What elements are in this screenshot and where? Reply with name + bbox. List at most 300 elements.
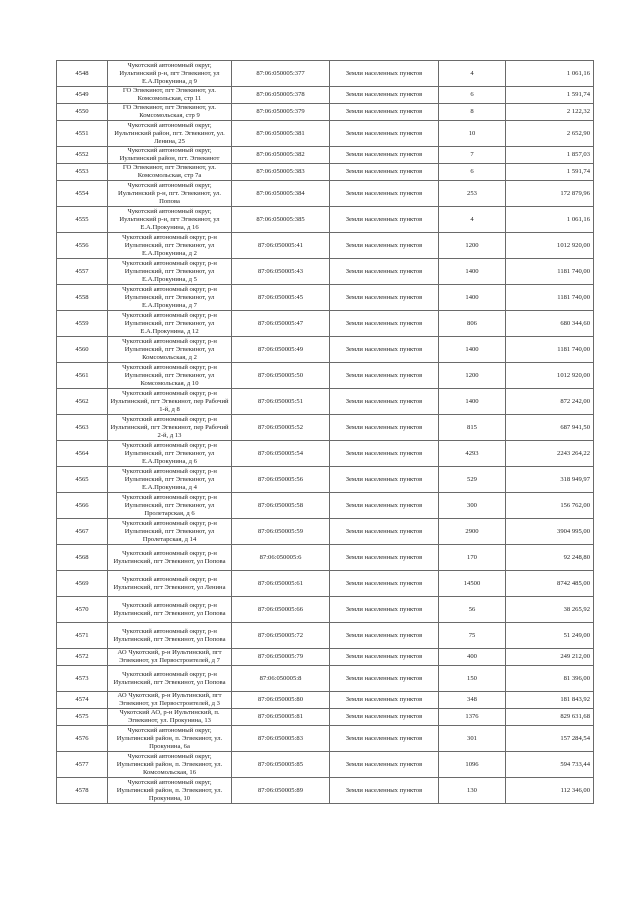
table-row	[57, 752, 594, 778]
row-number-text: 4576	[75, 734, 89, 742]
land-category-text: Земли населенных пунктов	[345, 553, 423, 561]
cadastral-cost	[506, 752, 594, 778]
cadastral-number-text: 87:06:050005:382	[256, 151, 305, 158]
land-category-text: Земли населенных пунктов	[345, 319, 423, 327]
table-row	[57, 61, 594, 87]
row-number	[57, 87, 108, 104]
address-cell	[108, 147, 232, 164]
address-cell	[108, 519, 232, 545]
cadastral-cost	[506, 311, 594, 337]
cadastral-cost-text: 1012 920,00	[557, 371, 590, 379]
address-cell-text: Чукотский автономный округ, р-н Иультинский, пгт Эгвекинот, ул Пролетарская, д 6	[122, 493, 217, 517]
table-row	[57, 467, 594, 493]
address-cell-text: Чукотский автономный округ, р-н Иультинский, пгт Эгвекинот, ул Попова	[113, 670, 226, 686]
row-number-text: 4558	[75, 293, 89, 301]
cadastral-cost-text: 1 591,74	[566, 91, 590, 98]
address-cell	[108, 337, 232, 363]
cadastral-cost	[506, 666, 594, 692]
table-row	[57, 87, 594, 104]
address-cell-text: Чукотский автономный округ, р-н Иультинский, пгт Эгвекинот, ул Ленина	[113, 575, 226, 591]
address-cell-text: Чукотский автономный округ, р-н Иультинский, пгт Эгвекинот, ул Попова	[113, 601, 226, 617]
table-body	[57, 61, 594, 804]
land-category-text: Земли населенных пунктов	[345, 631, 423, 639]
cadastral-number-text: 87:06:050005:385	[256, 215, 305, 223]
area-cell-text: 6	[470, 91, 474, 98]
address-cell	[108, 649, 232, 666]
address-cell-text: Чукотский автономный округ, р-н Иультинский, пгт Эгвекинот, ул Попова	[113, 549, 226, 565]
address-cell-text: ГО Эгвекинот, пгт Эгвекинот, ул. Комсомольская, стр 11	[122, 87, 217, 102]
row-number	[57, 311, 108, 337]
cadastral-cost	[506, 259, 594, 285]
cadastral-number	[232, 164, 330, 181]
area-cell	[439, 164, 506, 181]
cadastral-number-text: 87:06:050005:79	[257, 653, 304, 660]
table-row	[57, 726, 594, 752]
land-category-text: Земли населенных пунктов	[345, 713, 423, 720]
cadastral-number-text: 87:06:050005:383	[256, 168, 305, 175]
area-cell-text: 1400	[465, 267, 479, 275]
land-category-text: Земли населенных пунктов	[345, 501, 423, 509]
row-number-text: 4549	[75, 91, 89, 98]
row-number-text: 4565	[75, 475, 89, 483]
table-row	[57, 597, 594, 623]
address-cell	[108, 164, 232, 181]
row-number-text: 4578	[75, 786, 89, 794]
cadastral-number	[232, 259, 330, 285]
cadastral-cost-text: 872 242,00	[560, 397, 590, 405]
address-cell	[108, 363, 232, 389]
area-cell-text: 8	[470, 108, 474, 115]
address-cell-text: АО Чукотский, р-н Иультинский, пгт Эгвекинот, ул Первостроителей, д 7	[117, 649, 222, 664]
area-cell	[439, 181, 506, 207]
cadastral-number	[232, 441, 330, 467]
land-category-text: Земли населенных пунктов	[345, 151, 423, 158]
cadastral-cost-text: 249 212,00	[560, 653, 590, 660]
area-cell	[439, 259, 506, 285]
address-cell-text: ГО Эгвекинот, пгт Эгвекинот, ул. Комсомольская, стр 9	[122, 104, 217, 119]
table-row	[57, 441, 594, 467]
table-row	[57, 363, 594, 389]
cadastral-number	[232, 709, 330, 726]
area-cell	[439, 597, 506, 623]
cadastral-number-text: 87:06:050005:58	[257, 501, 304, 509]
land-category	[330, 164, 439, 181]
cadastral-number-text: 87:06:050005:6	[259, 553, 302, 561]
area-cell-text: 14500	[463, 579, 481, 587]
cadastral-cost	[506, 726, 594, 752]
cadastral-cost	[506, 121, 594, 147]
cadastral-cost	[506, 571, 594, 597]
row-number-text: 4566	[75, 501, 89, 509]
area-cell-text: 1200	[465, 241, 479, 249]
row-number	[57, 467, 108, 493]
cadastral-number-text: 87:06:050005:89	[257, 786, 304, 794]
land-category-text: Земли населенных пунктов	[345, 371, 423, 379]
cadastral-number-text: 87:06:050005:81	[257, 713, 304, 720]
area-cell-text: 56	[468, 605, 476, 613]
address-cell	[108, 259, 232, 285]
cadastral-cost-text: 680 344,60	[560, 319, 590, 327]
land-category	[330, 311, 439, 337]
cadastral-number	[232, 207, 330, 233]
land-category	[330, 389, 439, 415]
cadastral-number	[232, 233, 330, 259]
cadastral-number-text: 87:06:050005:384	[256, 189, 305, 197]
area-cell	[439, 493, 506, 519]
table-row	[57, 692, 594, 709]
row-number	[57, 571, 108, 597]
land-category	[330, 623, 439, 649]
address-cell-text: Чукотский автономный округ, Иультинский район, п. Эгвекинот, ул. Прокунина, 6а	[116, 726, 223, 750]
row-number-text: 4551	[75, 129, 89, 137]
area-cell	[439, 467, 506, 493]
area-cell-text: 4293	[465, 449, 479, 457]
area-cell	[439, 285, 506, 311]
row-number-text: 4564	[75, 449, 89, 457]
row-number	[57, 389, 108, 415]
address-cell-text: Чукотский автономный округ, р-н Иультинский, пгт Эгвекинот, ул Пролетарская, д 14	[122, 519, 217, 543]
table-row	[57, 259, 594, 285]
cadastral-number-text: 87:06:050005:378	[256, 91, 305, 98]
cadastral-cost-text: 181 843,92	[560, 696, 590, 703]
land-category	[330, 104, 439, 121]
cadastral-number	[232, 692, 330, 709]
area-cell-text: 301	[467, 734, 477, 742]
land-category	[330, 519, 439, 545]
cadastral-number	[232, 104, 330, 121]
cadastral-cost	[506, 233, 594, 259]
address-cell	[108, 623, 232, 649]
land-category	[330, 285, 439, 311]
cadastral-number	[232, 467, 330, 493]
cadastral-number	[232, 571, 330, 597]
address-cell	[108, 571, 232, 597]
address-cell-text: Чукотский автономный округ, р-н Иультинский, пгт Эгвекинот, ул Е.А.Прокунина, д 4	[122, 467, 217, 491]
cadastral-cost-text: 157 284,54	[560, 734, 590, 742]
area-cell-text: 806	[467, 319, 477, 327]
table-row	[57, 519, 594, 545]
cadastral-cost	[506, 441, 594, 467]
row-number-text: 4567	[75, 527, 89, 535]
cadastral-cost	[506, 389, 594, 415]
cadastral-cost-text: 1181 740,00	[557, 345, 590, 353]
area-cell	[439, 61, 506, 87]
land-category-text: Земли населенных пунктов	[345, 760, 423, 768]
row-number	[57, 519, 108, 545]
row-number-text: 4569	[75, 579, 89, 587]
address-cell-text: Чукотский автономный округ, Иультинский р-н, пгт. Эгвекинот, ул. Попова	[118, 181, 221, 205]
address-cell-text: Чукотский автономный округ, р-н Иультинский, пгт Эгвекинот, ул Е.А.Прокунина, д 7	[122, 285, 217, 309]
row-number	[57, 259, 108, 285]
cadastral-number-text: 87:06:050005:59	[257, 527, 304, 535]
row-number	[57, 666, 108, 692]
cadastral-number	[232, 752, 330, 778]
row-number	[57, 623, 108, 649]
cadastral-cost	[506, 181, 594, 207]
row-number-text: 4573	[75, 674, 89, 682]
row-number-text: 4555	[75, 215, 89, 223]
address-cell	[108, 467, 232, 493]
address-cell	[108, 441, 232, 467]
area-cell-text: 400	[467, 653, 477, 660]
area-cell	[439, 519, 506, 545]
cadastral-number	[232, 61, 330, 87]
land-category-text: Земли населенных пунктов	[345, 241, 423, 249]
cadastral-cost-text: 829 631,68	[560, 713, 590, 720]
address-cell	[108, 415, 232, 441]
address-cell	[108, 181, 232, 207]
area-cell	[439, 147, 506, 164]
cadastral-cost	[506, 709, 594, 726]
cadastral-cost-text: 3904 995,00	[557, 527, 590, 535]
land-category-text: Земли населенных пунктов	[345, 267, 423, 275]
cadastral-number	[232, 285, 330, 311]
table-row	[57, 389, 594, 415]
land-category	[330, 726, 439, 752]
cadastral-cost-text: 594 733,44	[560, 760, 590, 768]
cadastral-cost-text: 92 248,80	[563, 553, 590, 561]
address-cell-text: Чукотский автономный округ, Иультинский район, пгт. Эгвекинот	[119, 147, 220, 162]
area-cell	[439, 649, 506, 666]
cadastral-number-text: 87:06:050005:50	[257, 371, 304, 379]
land-category	[330, 666, 439, 692]
area-cell	[439, 363, 506, 389]
area-cell	[439, 709, 506, 726]
cadastral-number	[232, 363, 330, 389]
cadastral-number	[232, 778, 330, 804]
row-number	[57, 597, 108, 623]
land-category-text: Земли населенных пунктов	[345, 69, 423, 77]
row-number	[57, 337, 108, 363]
cadastral-number	[232, 389, 330, 415]
cadastral-number	[232, 519, 330, 545]
address-cell-text: АО Чукотский, р-н Иультинский, пгт Эгвекинот, ул Первостроителей, д 3	[117, 692, 222, 707]
cadastral-number-text: 87:06:050005:61	[257, 579, 304, 587]
table-row	[57, 623, 594, 649]
cadastral-cost	[506, 623, 594, 649]
cadastral-number-text: 87:06:050005:45	[257, 293, 304, 301]
area-cell-text: 1400	[465, 397, 479, 405]
cadastral-cost-text: 1 857,03	[566, 151, 590, 158]
area-cell-text: 7	[470, 151, 474, 158]
area-cell-text: 4	[470, 215, 474, 223]
area-cell-text: 1200	[465, 371, 479, 379]
cadastral-number	[232, 493, 330, 519]
cadastral-cost-text: 2 652,90	[566, 129, 590, 137]
area-cell	[439, 121, 506, 147]
land-category	[330, 778, 439, 804]
land-category-text: Земли населенных пунктов	[345, 449, 423, 457]
row-number-text: 4560	[75, 345, 89, 353]
cadastral-cost	[506, 778, 594, 804]
land-category	[330, 597, 439, 623]
address-cell-text: Чукотский автономный округ, Иультинский район, п. Эгвекинот, ул. Прокунина, 10	[116, 778, 223, 802]
cadastral-number-text: 87:06:050005:85	[257, 760, 304, 768]
row-number	[57, 285, 108, 311]
land-category	[330, 363, 439, 389]
area-cell	[439, 233, 506, 259]
cadastral-cost-text: 51 249,00	[563, 631, 590, 639]
address-cell-text: Чукотский автономный округ, р-н Иультинский, пгт Эгвекинот, пер Рабочий 2-й, д 13	[110, 415, 229, 439]
area-cell	[439, 415, 506, 441]
table-row	[57, 104, 594, 121]
area-cell	[439, 441, 506, 467]
row-number	[57, 709, 108, 726]
land-category-text: Земли населенных пунктов	[345, 653, 423, 660]
row-number	[57, 61, 108, 87]
row-number-text: 4574	[75, 696, 89, 703]
table-row	[57, 233, 594, 259]
area-cell-text: 2900	[465, 527, 479, 535]
cadastral-cost	[506, 519, 594, 545]
land-category	[330, 493, 439, 519]
land-category-text: Земли населенных пунктов	[345, 108, 423, 115]
cadastral-number	[232, 597, 330, 623]
cadastral-number	[232, 147, 330, 164]
address-cell-text: Чукотский АО, р-н Иультинский, п. Эгвекинот, ул. Прокунина, 13	[119, 709, 220, 724]
row-number-text: 4554	[75, 189, 89, 197]
area-cell	[439, 692, 506, 709]
area-cell-text: 815	[467, 423, 477, 431]
row-number	[57, 207, 108, 233]
area-cell-text: 348	[467, 696, 477, 703]
row-number	[57, 415, 108, 441]
land-category	[330, 545, 439, 571]
row-number	[57, 441, 108, 467]
cadastral-number	[232, 545, 330, 571]
cadastral-number-text: 87:06:050005:41	[257, 241, 304, 249]
address-cell	[108, 285, 232, 311]
row-number-text: 4570	[75, 605, 89, 613]
cadastral-cost	[506, 104, 594, 121]
row-number	[57, 752, 108, 778]
address-cell	[108, 597, 232, 623]
cadastral-cost-text: 1012 920,00	[557, 241, 590, 249]
address-cell-text: Чукотский автономный округ, Иультинский р-н, пгт Эгвекинот, ул Е.А.Прокунина, д 9	[119, 61, 220, 85]
table-row	[57, 415, 594, 441]
land-category	[330, 649, 439, 666]
area-cell	[439, 623, 506, 649]
row-number-text: 4577	[75, 760, 89, 768]
area-cell	[439, 545, 506, 571]
row-number-text: 4562	[75, 397, 89, 405]
row-number-text: 4557	[75, 267, 89, 275]
land-category-text: Земли населенных пунктов	[345, 734, 423, 742]
cadastral-cost	[506, 147, 594, 164]
table-row	[57, 207, 594, 233]
area-cell-text: 529	[467, 475, 477, 483]
table-row	[57, 545, 594, 571]
address-cell	[108, 389, 232, 415]
table-row	[57, 337, 594, 363]
land-category	[330, 147, 439, 164]
area-cell	[439, 778, 506, 804]
area-cell-text: 75	[468, 631, 476, 639]
land-category	[330, 233, 439, 259]
address-cell-text: Чукотский автономный округ, р-н Иультинский, пгт Эгвекинот, пер Рабочий 1-й, д 8	[110, 389, 229, 413]
cadastral-number-text: 87:06:050005:51	[257, 397, 304, 405]
address-cell	[108, 104, 232, 121]
land-category-text: Земли населенных пунктов	[345, 579, 423, 587]
land-category	[330, 752, 439, 778]
row-number	[57, 233, 108, 259]
area-cell-text: 10	[468, 129, 476, 137]
row-number-text: 4568	[75, 553, 89, 561]
address-cell-text: Чукотский автономный округ, р-н Иультинский, пгт Эгвекинот, ул Е.А.Прокунина, д 2	[122, 233, 217, 257]
area-cell	[439, 104, 506, 121]
cadastral-cost	[506, 61, 594, 87]
area-cell-text: 1400	[465, 345, 479, 353]
address-cell	[108, 207, 232, 233]
cadastral-cost-text: 156 762,00	[560, 501, 590, 509]
cadastral-number	[232, 181, 330, 207]
land-category-text: Земли населенных пунктов	[345, 215, 423, 223]
cadastral-cost	[506, 207, 594, 233]
address-cell	[108, 121, 232, 147]
row-number-text: 4553	[75, 168, 89, 175]
cadastral-cost	[506, 363, 594, 389]
land-category-text: Земли населенных пунктов	[345, 605, 423, 613]
land-category-text: Земли населенных пунктов	[345, 129, 423, 137]
cadastral-number-text: 87:06:050005:49	[257, 345, 304, 353]
land-category	[330, 415, 439, 441]
cadastral-number	[232, 666, 330, 692]
land-category-text: Земли населенных пунктов	[345, 345, 423, 353]
cadastral-number-text: 87:06:050005:43	[257, 267, 304, 275]
land-category	[330, 87, 439, 104]
area-cell	[439, 752, 506, 778]
cadastral-number-text: 87:06:050005:54	[257, 449, 304, 457]
row-number-text: 4548	[75, 69, 89, 77]
cadastral-cost	[506, 692, 594, 709]
land-category	[330, 259, 439, 285]
cadastral-number-text: 87:06:050005:377	[256, 69, 305, 77]
address-cell	[108, 752, 232, 778]
address-cell	[108, 233, 232, 259]
area-cell-text: 1376	[465, 713, 479, 720]
address-cell	[108, 87, 232, 104]
table-row	[57, 571, 594, 597]
cadastral-number-text: 87:06:050005:47	[257, 319, 304, 327]
row-number	[57, 778, 108, 804]
row-number-text: 4575	[75, 713, 89, 720]
cadastral-cost-text: 8742 485,00	[557, 579, 590, 587]
row-number-text: 4559	[75, 319, 89, 327]
cadastral-number-text: 87:06:050005:379	[256, 108, 305, 115]
land-category	[330, 181, 439, 207]
row-number-text: 4550	[75, 108, 89, 115]
area-cell-text: 150	[467, 674, 477, 682]
land-category-text: Земли населенных пунктов	[345, 786, 423, 794]
land-category	[330, 441, 439, 467]
address-cell	[108, 493, 232, 519]
address-cell-text: Чукотский автономный округ, Иультинский район, п. Эгвекинот, ул. Комсомольская, 16	[116, 752, 223, 776]
row-number-text: 4556	[75, 241, 89, 249]
row-number-text: 4571	[75, 631, 89, 639]
address-cell	[108, 61, 232, 87]
cadastral-cost	[506, 597, 594, 623]
cadastral-number-text: 87:06:050005:381	[256, 129, 305, 137]
land-category-text: Земли населенных пунктов	[345, 674, 423, 682]
area-cell-text: 1400	[465, 293, 479, 301]
address-cell-text: Чукотский автономный округ, Иультинский р-н, пгт Эгвекинот, ул Е.А.Прокунина, д 16	[119, 207, 220, 231]
address-cell-text: Чукотский автономный округ, Иультинский район, пгт. Эгвекинот, ул. Ленина, 25	[114, 121, 225, 145]
area-cell	[439, 571, 506, 597]
land-category-text: Земли населенных пунктов	[345, 527, 423, 535]
cadastral-cost	[506, 164, 594, 181]
cadastral-cost-text: 2243 264,22	[557, 449, 590, 457]
area-cell	[439, 207, 506, 233]
